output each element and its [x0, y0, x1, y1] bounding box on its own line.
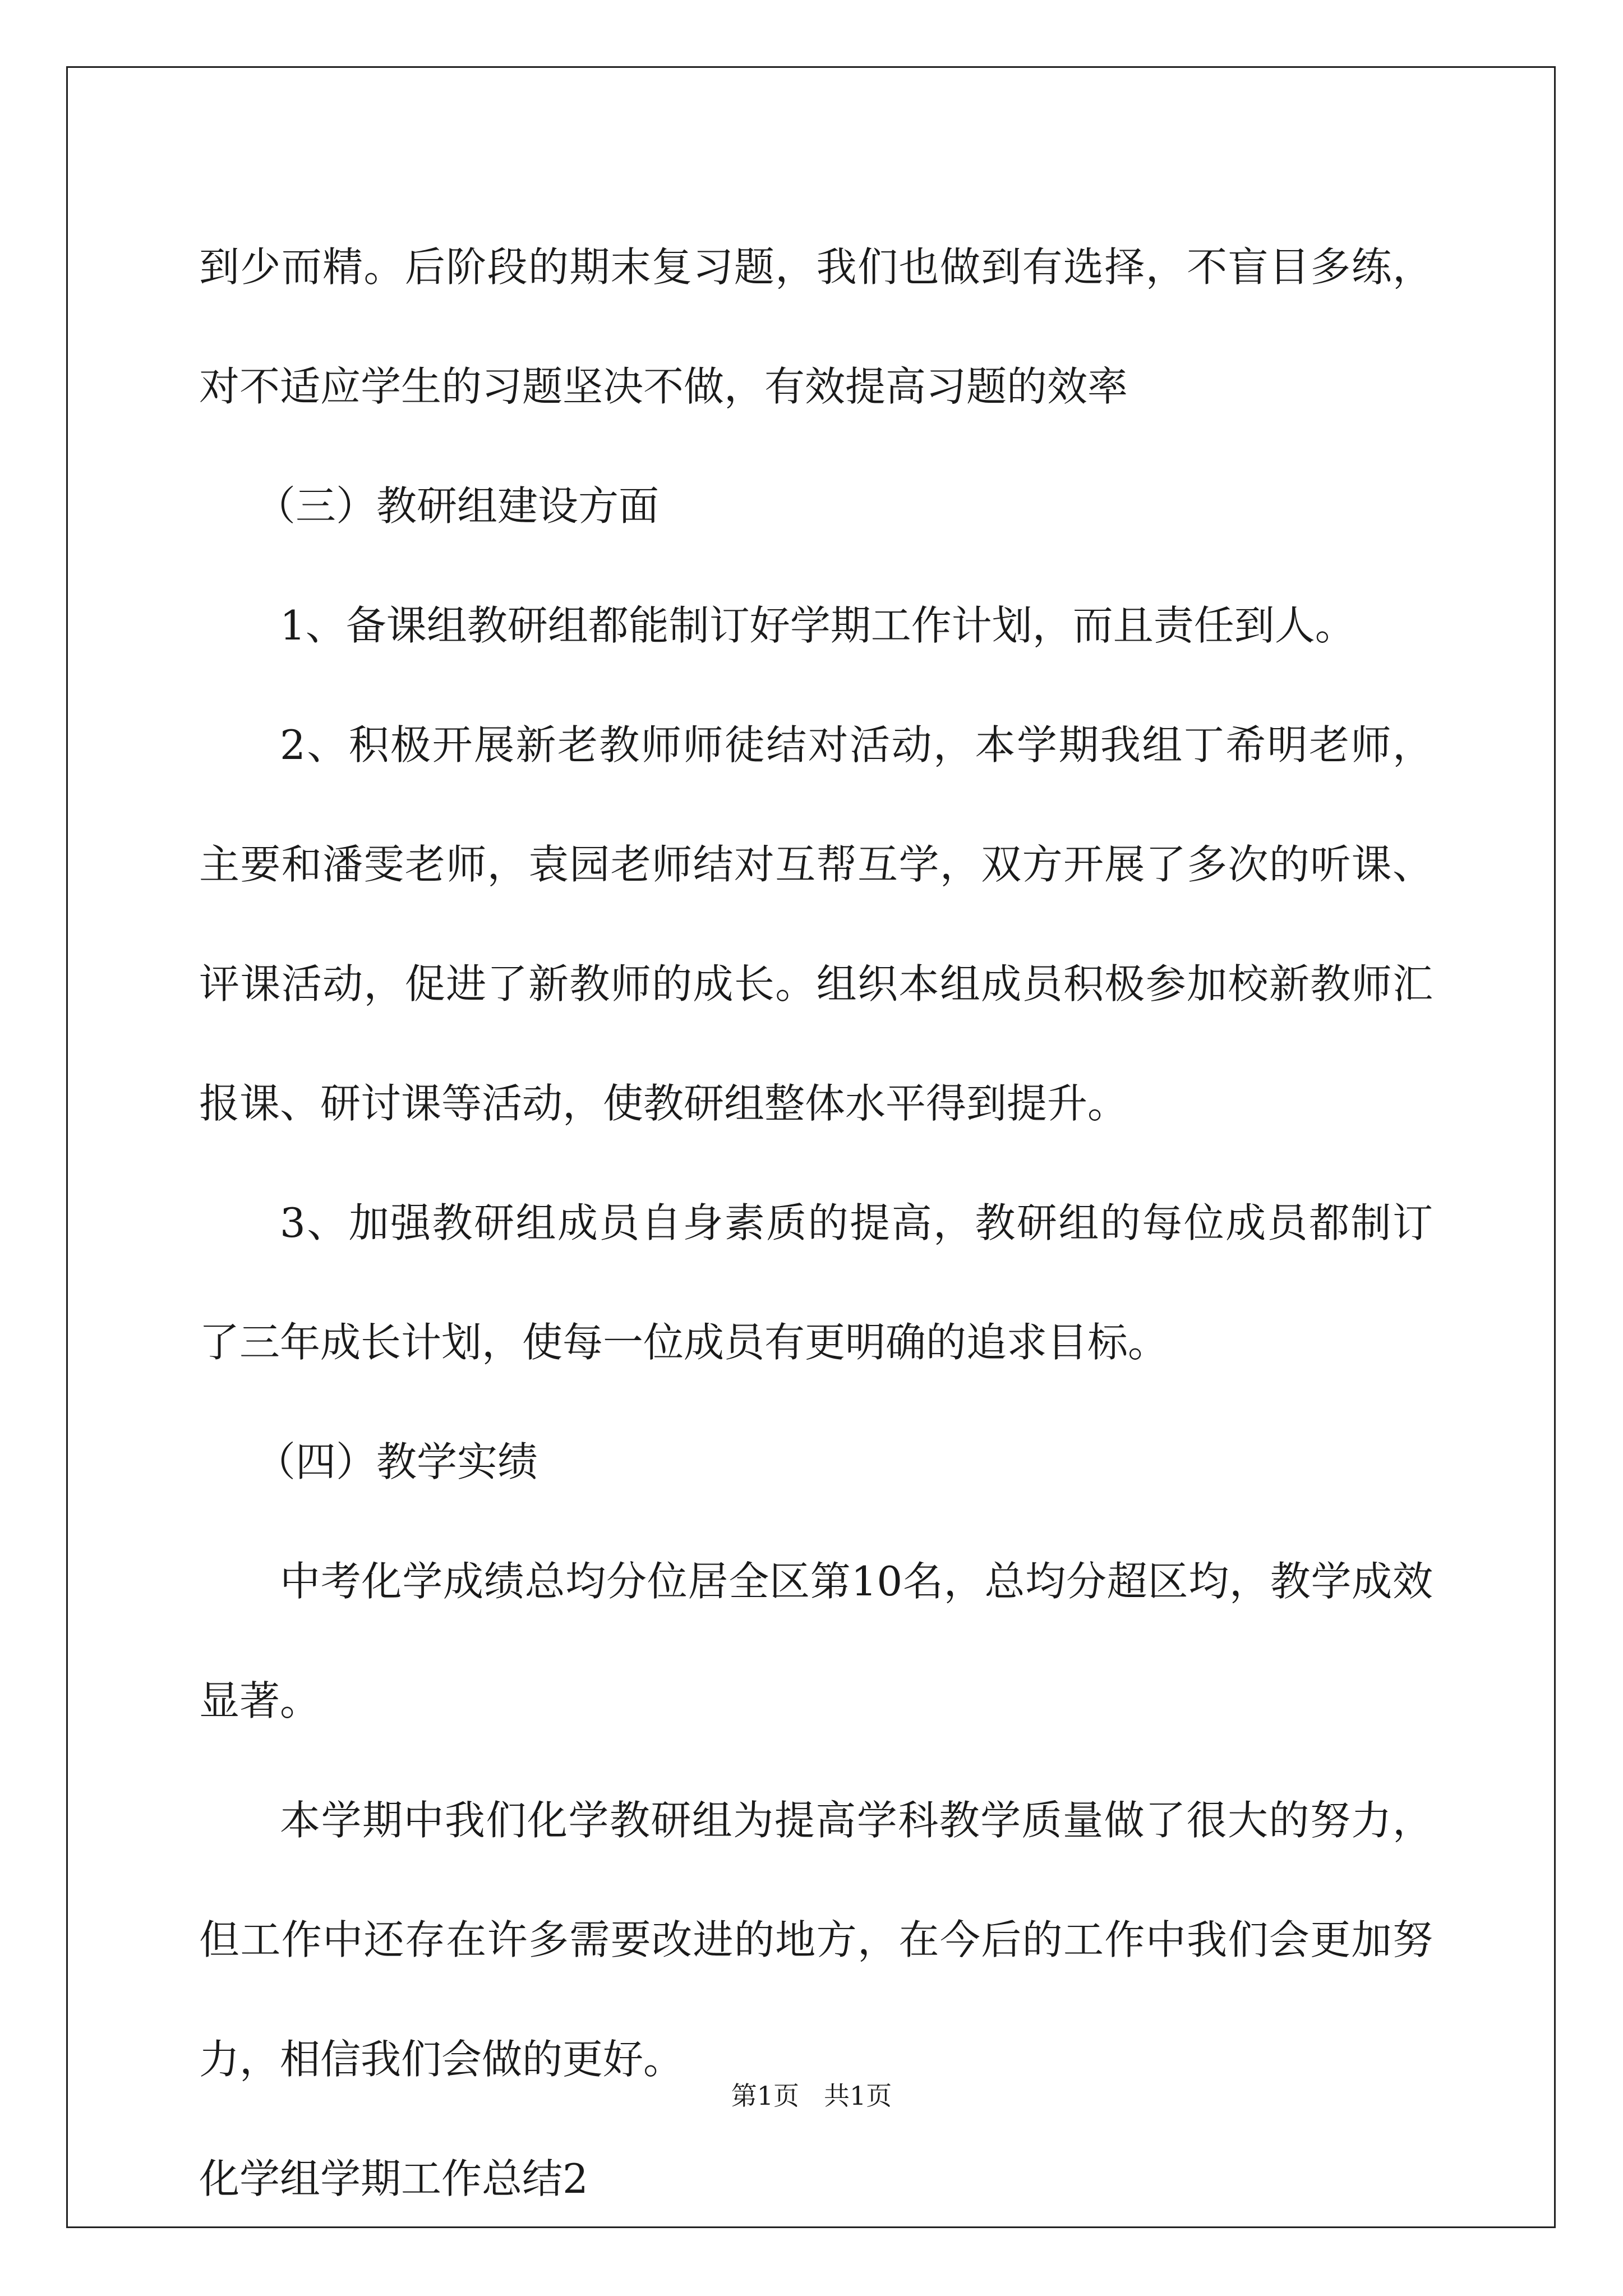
- page-number: 第1页: [731, 2081, 799, 2111]
- paragraph-conclusion: 本学期中我们化学教研组为提高学科教学质量做了很大的努力，但工作中还存在许多需要改进的地方，在今后的工作中我们会更加努力，相信我们会做的更好。: [199, 1797, 1433, 2083]
- page-total: 共1页: [824, 2081, 892, 2111]
- paragraph-exercise-efficiency: 到少而精。后阶段的期末复习题，我们也做到有选择，不盲目多练，对不适应学生的习题坚决不做，有效提高习题的效率: [199, 243, 1433, 410]
- paragraph-mentoring: 2、积极开展新老教师师徒结对活动，本学期我组丁希明老师，主要和潘雯老师，袁园老师结对互帮互学，双方开展了多次的听课、评课活动，促进了新教师的成长。组织本组成员积极参加校新教师汇报课、研讨课等活动，使教研组整体水平得到提升。: [199, 721, 1433, 1127]
- heading-teaching-group-construction: （三）教研组建设方面: [255, 482, 660, 530]
- heading-teaching-results: （四）教学实绩: [255, 1438, 538, 1485]
- page-footer: [0, 2076, 1623, 2113]
- document-body: [199, 208, 1433, 2239]
- section-title-summary-2: 化学组学期工作总结2: [199, 2155, 588, 2202]
- paragraph-member-quality: 3、加强教研组成员自身素质的提高，教研组的每位成员都制订了三年成长计划，使每一位成员有更明确的追求目标。: [199, 1199, 1433, 1366]
- paragraph-work-plan: 1、备课组教研组都能制订好学期工作计划，而且责任到人。: [280, 602, 1355, 649]
- paragraph-exam-results: 中考化学成绩总均分位居全区第10名，总均分超区均，教学成效显著。: [199, 1558, 1433, 1724]
